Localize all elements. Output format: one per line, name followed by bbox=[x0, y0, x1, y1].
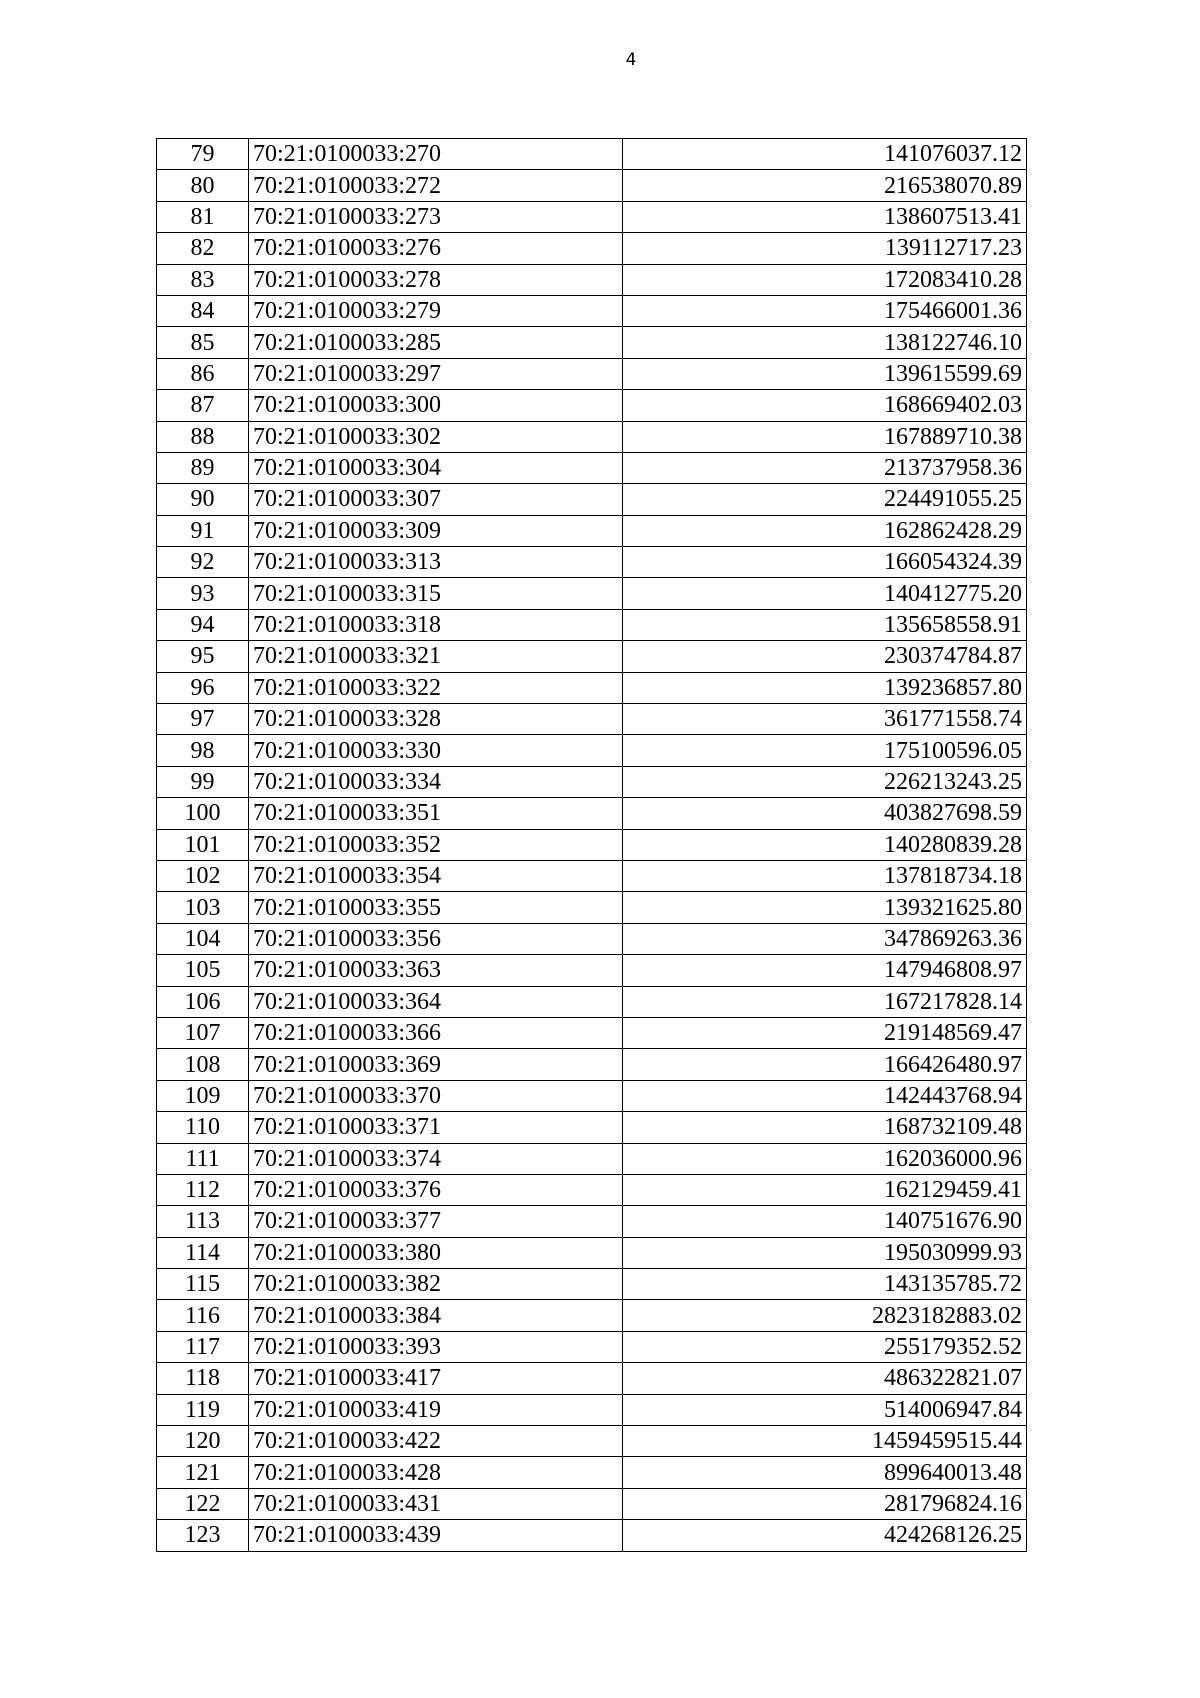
cadastral-value-cell: 213737958.36 bbox=[623, 452, 1027, 483]
cadastral-value-cell: 135658558.91 bbox=[623, 609, 1027, 640]
cadastral-value-cell: 139321625.80 bbox=[623, 892, 1027, 923]
row-number-cell: 96 bbox=[157, 672, 249, 703]
row-number-cell: 115 bbox=[157, 1269, 249, 1300]
table-row bbox=[157, 547, 1027, 578]
table-row bbox=[157, 1300, 1027, 1331]
row-number-cell: 112 bbox=[157, 1174, 249, 1205]
row-number-cell: 118 bbox=[157, 1363, 249, 1394]
table-row bbox=[157, 1269, 1027, 1300]
table-row bbox=[157, 1112, 1027, 1143]
table-row bbox=[157, 1080, 1027, 1111]
row-number-cell: 85 bbox=[157, 327, 249, 358]
cadastral-value-cell: 514006947.84 bbox=[623, 1394, 1027, 1425]
page-number: 4 bbox=[625, 50, 637, 70]
cadastral-value-cell: 1459459515.44 bbox=[623, 1426, 1027, 1457]
cadastral-number-cell: 70:21:0100033:439 bbox=[249, 1520, 623, 1551]
row-number-cell: 106 bbox=[157, 986, 249, 1017]
cadastral-value-cell: 347869263.36 bbox=[623, 923, 1027, 954]
row-number-cell: 79 bbox=[157, 139, 249, 170]
cadastral-value-cell: 139615599.69 bbox=[623, 358, 1027, 389]
table-row bbox=[157, 1143, 1027, 1174]
cadastral-value-cell: 162862428.29 bbox=[623, 515, 1027, 546]
cadastral-number-cell: 70:21:0100033:302 bbox=[249, 421, 623, 452]
table-row bbox=[157, 1331, 1027, 1362]
row-number-cell: 80 bbox=[157, 170, 249, 201]
table-row bbox=[157, 766, 1027, 797]
cadastral-number-cell: 70:21:0100033:369 bbox=[249, 1049, 623, 1080]
cadastral-value-cell: 172083410.28 bbox=[623, 264, 1027, 295]
table-row bbox=[157, 860, 1027, 891]
row-number-cell: 93 bbox=[157, 578, 249, 609]
table-row bbox=[157, 515, 1027, 546]
cadastral-value-cell: 224491055.25 bbox=[623, 484, 1027, 515]
row-number-cell: 110 bbox=[157, 1112, 249, 1143]
row-number-cell: 83 bbox=[157, 264, 249, 295]
table-row bbox=[157, 672, 1027, 703]
cadastral-value-cell: 162129459.41 bbox=[623, 1174, 1027, 1205]
row-number-cell: 99 bbox=[157, 766, 249, 797]
cadastral-number-cell: 70:21:0100033:380 bbox=[249, 1237, 623, 1268]
table-row bbox=[157, 923, 1027, 954]
table-row bbox=[157, 484, 1027, 515]
row-number-cell: 105 bbox=[157, 955, 249, 986]
cadastral-value-cell: 168669402.03 bbox=[623, 390, 1027, 421]
cadastral-number-cell: 70:21:0100033:354 bbox=[249, 860, 623, 891]
table-row bbox=[157, 358, 1027, 389]
cadastral-value-cell: 2823182883.02 bbox=[623, 1300, 1027, 1331]
row-number-cell: 107 bbox=[157, 1017, 249, 1048]
cadastral-value-cell: 138122746.10 bbox=[623, 327, 1027, 358]
cadastral-number-cell: 70:21:0100033:304 bbox=[249, 452, 623, 483]
cadastral-value-cell: 142443768.94 bbox=[623, 1080, 1027, 1111]
table-row bbox=[157, 829, 1027, 860]
cadastral-number-cell: 70:21:0100033:272 bbox=[249, 170, 623, 201]
cadastral-number-cell: 70:21:0100033:278 bbox=[249, 264, 623, 295]
table-row bbox=[157, 452, 1027, 483]
cadastral-number-cell: 70:21:0100033:328 bbox=[249, 704, 623, 735]
cadastral-value-cell: 139112717.23 bbox=[623, 233, 1027, 264]
row-number-cell: 90 bbox=[157, 484, 249, 515]
cadastral-value-cell: 226213243.25 bbox=[623, 766, 1027, 797]
cadastral-number-cell: 70:21:0100033:371 bbox=[249, 1112, 623, 1143]
cadastral-number-cell: 70:21:0100033:318 bbox=[249, 609, 623, 640]
cadastral-value-cell: 167889710.38 bbox=[623, 421, 1027, 452]
row-number-cell: 120 bbox=[157, 1426, 249, 1457]
table-row bbox=[157, 327, 1027, 358]
cadastral-number-cell: 70:21:0100033:374 bbox=[249, 1143, 623, 1174]
cadastral-number-cell: 70:21:0100033:419 bbox=[249, 1394, 623, 1425]
cadastral-number-cell: 70:21:0100033:417 bbox=[249, 1363, 623, 1394]
cadastral-number-cell: 70:21:0100033:363 bbox=[249, 955, 623, 986]
table-row bbox=[157, 704, 1027, 735]
cadastral-value-cell: 138607513.41 bbox=[623, 201, 1027, 232]
cadastral-number-cell: 70:21:0100033:364 bbox=[249, 986, 623, 1017]
table-row bbox=[157, 986, 1027, 1017]
table-row bbox=[157, 1049, 1027, 1080]
table-row bbox=[157, 892, 1027, 923]
table-row bbox=[157, 421, 1027, 452]
cadastral-number-cell: 70:21:0100033:384 bbox=[249, 1300, 623, 1331]
cadastral-number-cell: 70:21:0100033:322 bbox=[249, 672, 623, 703]
row-number-cell: 123 bbox=[157, 1520, 249, 1551]
cadastral-number-cell: 70:21:0100033:355 bbox=[249, 892, 623, 923]
cadastral-value-cell: 255179352.52 bbox=[623, 1331, 1027, 1362]
row-number-cell: 121 bbox=[157, 1457, 249, 1488]
table-row bbox=[157, 264, 1027, 295]
cadastral-value-cell: 143135785.72 bbox=[623, 1269, 1027, 1300]
row-number-cell: 100 bbox=[157, 798, 249, 829]
row-number-cell: 97 bbox=[157, 704, 249, 735]
cadastral-number-cell: 70:21:0100033:297 bbox=[249, 358, 623, 389]
table-row bbox=[157, 1520, 1027, 1551]
cadastral-number-cell: 70:21:0100033:376 bbox=[249, 1174, 623, 1205]
cadastral-number-cell: 70:21:0100033:422 bbox=[249, 1426, 623, 1457]
cadastral-number-cell: 70:21:0100033:377 bbox=[249, 1206, 623, 1237]
cadastral-number-cell: 70:21:0100033:279 bbox=[249, 295, 623, 326]
row-number-cell: 84 bbox=[157, 295, 249, 326]
row-number-cell: 104 bbox=[157, 923, 249, 954]
table-row bbox=[157, 1426, 1027, 1457]
table-row bbox=[157, 1237, 1027, 1268]
row-number-cell: 113 bbox=[157, 1206, 249, 1237]
row-number-cell: 92 bbox=[157, 547, 249, 578]
cadastral-value-cell: 899640013.48 bbox=[623, 1457, 1027, 1488]
cadastral-number-cell: 70:21:0100033:356 bbox=[249, 923, 623, 954]
cadastral-number-cell: 70:21:0100033:334 bbox=[249, 766, 623, 797]
cadastral-value-cell: 486322821.07 bbox=[623, 1363, 1027, 1394]
table-row bbox=[157, 1488, 1027, 1519]
row-number-cell: 122 bbox=[157, 1488, 249, 1519]
cadastral-value-cell: 216538070.89 bbox=[623, 170, 1027, 201]
row-number-cell: 89 bbox=[157, 452, 249, 483]
cadastral-number-cell: 70:21:0100033:428 bbox=[249, 1457, 623, 1488]
cadastral-number-cell: 70:21:0100033:393 bbox=[249, 1331, 623, 1362]
cadastral-value-cell: 140412775.20 bbox=[623, 578, 1027, 609]
cadastral-number-cell: 70:21:0100033:351 bbox=[249, 798, 623, 829]
cadastral-value-cell: 140280839.28 bbox=[623, 829, 1027, 860]
table-row bbox=[157, 1206, 1027, 1237]
row-number-cell: 119 bbox=[157, 1394, 249, 1425]
cadastral-value-table bbox=[156, 138, 1027, 1552]
cadastral-number-cell: 70:21:0100033:321 bbox=[249, 641, 623, 672]
cadastral-value-cell: 162036000.96 bbox=[623, 1143, 1027, 1174]
cadastral-number-cell: 70:21:0100033:366 bbox=[249, 1017, 623, 1048]
cadastral-value-cell: 175100596.05 bbox=[623, 735, 1027, 766]
cadastral-number-cell: 70:21:0100033:307 bbox=[249, 484, 623, 515]
table-row bbox=[157, 1394, 1027, 1425]
cadastral-number-cell: 70:21:0100033:270 bbox=[249, 139, 623, 170]
cadastral-value-cell: 175466001.36 bbox=[623, 295, 1027, 326]
table-row bbox=[157, 641, 1027, 672]
row-number-cell: 91 bbox=[157, 515, 249, 546]
row-number-cell: 103 bbox=[157, 892, 249, 923]
cadastral-number-cell: 70:21:0100033:309 bbox=[249, 515, 623, 546]
table-row bbox=[157, 295, 1027, 326]
table-row bbox=[157, 1363, 1027, 1394]
cadastral-number-cell: 70:21:0100033:370 bbox=[249, 1080, 623, 1111]
row-number-cell: 98 bbox=[157, 735, 249, 766]
row-number-cell: 81 bbox=[157, 201, 249, 232]
cadastral-number-cell: 70:21:0100033:276 bbox=[249, 233, 623, 264]
row-number-cell: 111 bbox=[157, 1143, 249, 1174]
cadastral-number-cell: 70:21:0100033:382 bbox=[249, 1269, 623, 1300]
cadastral-value-cell: 140751676.90 bbox=[623, 1206, 1027, 1237]
row-number-cell: 114 bbox=[157, 1237, 249, 1268]
cadastral-value-cell: 167217828.14 bbox=[623, 986, 1027, 1017]
cadastral-value-cell: 166054324.39 bbox=[623, 547, 1027, 578]
cadastral-value-cell: 230374784.87 bbox=[623, 641, 1027, 672]
table-row bbox=[157, 955, 1027, 986]
cadastral-number-cell: 70:21:0100033:330 bbox=[249, 735, 623, 766]
row-number-cell: 95 bbox=[157, 641, 249, 672]
table-row bbox=[157, 1457, 1027, 1488]
row-number-cell: 86 bbox=[157, 358, 249, 389]
cadastral-value-cell: 403827698.59 bbox=[623, 798, 1027, 829]
table-row bbox=[157, 735, 1027, 766]
table-body bbox=[157, 139, 1027, 1552]
cadastral-number-cell: 70:21:0100033:285 bbox=[249, 327, 623, 358]
cadastral-value-cell: 424268126.25 bbox=[623, 1520, 1027, 1551]
row-number-cell: 87 bbox=[157, 390, 249, 421]
table-row bbox=[157, 1017, 1027, 1048]
cadastral-value-cell: 361771558.74 bbox=[623, 704, 1027, 735]
cadastral-number-cell: 70:21:0100033:313 bbox=[249, 547, 623, 578]
row-number-cell: 109 bbox=[157, 1080, 249, 1111]
table-row bbox=[157, 233, 1027, 264]
cadastral-value-cell: 139236857.80 bbox=[623, 672, 1027, 703]
table-row bbox=[157, 1174, 1027, 1205]
cadastral-value-cell: 168732109.48 bbox=[623, 1112, 1027, 1143]
cadastral-value-cell: 219148569.47 bbox=[623, 1017, 1027, 1048]
cadastral-number-cell: 70:21:0100033:273 bbox=[249, 201, 623, 232]
cadastral-value-cell: 281796824.16 bbox=[623, 1488, 1027, 1519]
row-number-cell: 94 bbox=[157, 609, 249, 640]
table-row bbox=[157, 609, 1027, 640]
table-row bbox=[157, 201, 1027, 232]
row-number-cell: 117 bbox=[157, 1331, 249, 1362]
table-row bbox=[157, 139, 1027, 170]
cadastral-value-cell: 166426480.97 bbox=[623, 1049, 1027, 1080]
cadastral-value-cell: 147946808.97 bbox=[623, 955, 1027, 986]
cadastral-number-cell: 70:21:0100033:431 bbox=[249, 1488, 623, 1519]
cadastral-number-cell: 70:21:0100033:300 bbox=[249, 390, 623, 421]
table-row bbox=[157, 578, 1027, 609]
cadastral-number-cell: 70:21:0100033:352 bbox=[249, 829, 623, 860]
row-number-cell: 82 bbox=[157, 233, 249, 264]
row-number-cell: 116 bbox=[157, 1300, 249, 1331]
cadastral-value-cell: 141076037.12 bbox=[623, 139, 1027, 170]
table-row bbox=[157, 798, 1027, 829]
cadastral-number-cell: 70:21:0100033:315 bbox=[249, 578, 623, 609]
table-row bbox=[157, 170, 1027, 201]
cadastral-value-cell: 137818734.18 bbox=[623, 860, 1027, 891]
cadastral-value-cell: 195030999.93 bbox=[623, 1237, 1027, 1268]
row-number-cell: 101 bbox=[157, 829, 249, 860]
table-row bbox=[157, 390, 1027, 421]
row-number-cell: 88 bbox=[157, 421, 249, 452]
row-number-cell: 102 bbox=[157, 860, 249, 891]
row-number-cell: 108 bbox=[157, 1049, 249, 1080]
